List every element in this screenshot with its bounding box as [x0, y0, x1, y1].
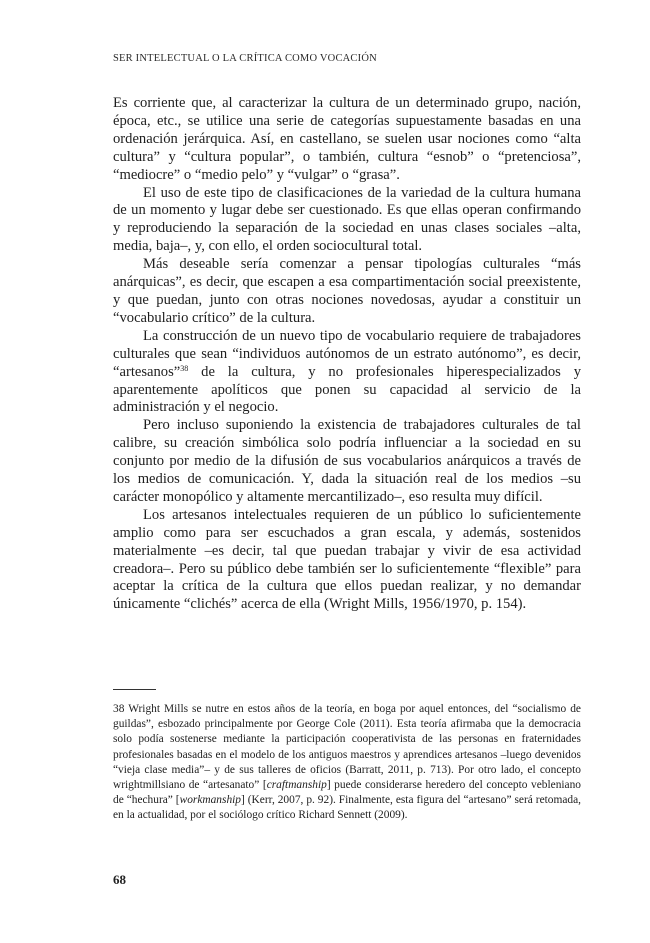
footnote-text: ] puede considerarse heredero del concepto vebleniano de “hechura” [ [113, 779, 581, 807]
footnote-italic-term: workmanship [179, 794, 241, 807]
footnote-text: Wright Mills se nutre en estos años de la teoría, en boga por aquel entonces, del “socialismo de guildas”, esbozado principalmente por George Cole (2011). Esta teoría afirmaba que la democracia solo podía sostenerse mediante la participación cooperativista de las personas en fraternidades profesionales basadas en el modelo de los antiguos maestros y aprendices artesanos –luego devenidos “vieja clase media”– y de sus talleres de oficios (Barratt, 2011, p. 713). Por otro lado, el concepto wrightmillsiano de “artesanato” [ [113, 703, 581, 792]
footnote-text: ] (Kerr, 2007, p. 92). Finalmente, esta figura del “artesano” será retomada, en la actualidad, por el sociólogo crítico Richard Sennett (2009). [113, 794, 581, 822]
footnote-number: 38 [113, 703, 125, 715]
running-head: SER INTELECTUAL O LA CRÍTICA COMO VOCACIÓN [113, 53, 377, 64]
footnote [113, 702, 581, 824]
page-number: 68 [113, 872, 126, 887]
footnote-separator [113, 689, 156, 690]
footnote-italic-term: craftmanship [266, 779, 327, 792]
paragraph-text: de la cultura, y no profesionales hiperespecializados y aparentemente apolíticos que ponen su capacidad al servicio de la administración y el negocio. [113, 363, 581, 416]
paragraph-text: La construcción de un nuevo tipo de vocabulario requiere de trabajadores culturales que sean “individuos autónomos de un estrato autónomo”, es decir, “artesanos” [113, 327, 581, 380]
footnote-reference: 38 [180, 363, 189, 373]
paragraph: Pero incluso suponiendo la existencia de trabajadores culturales de tal calibre, su creación simbólica solo podría influenciar a la sociedad en su conjunto por medio de la difusión de sus vocabularios anárquicos a través de los medios de comunicación. Y, dada la situación real de los medios –su carácter monopólico y altamente mercantilizado–, eso resulta muy difícil. [113, 417, 581, 505]
paragraph: Los artesanos intelectuales requieren de un público lo suficientemente amplio como para ser escuchados a gran escala, y además, sostenidos materialmente –es decir, tal que puedan trabajar y vivir de esa actividad creadora–. Pero su público debe también ser lo suficientemente “flexible” para aceptar la crítica de la cultura que ellos puedan realizar, y no demandar únicamente “clichés” acerca de ella (Wright Mills, 1956/1970, p. 154). [113, 506, 581, 613]
body-text [113, 95, 581, 614]
paragraph: El uso de este tipo de clasificaciones de la variedad de la cultura humana de un momento y lugar debe ser cuestionado. Es que ellas operan confirmando y reproduciendo la separación de la sociedad en unas clases sociales –alta, media, baja–, y, con ello, el orden sociocultural total. [113, 184, 581, 255]
paragraph [113, 328, 581, 418]
paragraph: Más deseable sería comenzar a pensar tipologías culturales “más anárquicas”, es decir, que escapen a esa compartimentación social preexistente, y que puedan, junto con otras nociones novedosas, ayudar a constituir un “vocabulario crítico” de la cultura. [113, 256, 581, 326]
paragraph: Es corriente que, al caracterizar la cultura de un determinado grupo, nación, época, etc., se utilice una serie de categorías supuestamente basadas en una ordenación jerárquica. Así, en castellano, se suelen usar nociones como “alta cultura” y “cultura popular”, o también, cultura “esnob” o “pretenciosa”, “mediocre” o “medio pelo” y “vulgar” o “grasa”. [113, 95, 581, 183]
